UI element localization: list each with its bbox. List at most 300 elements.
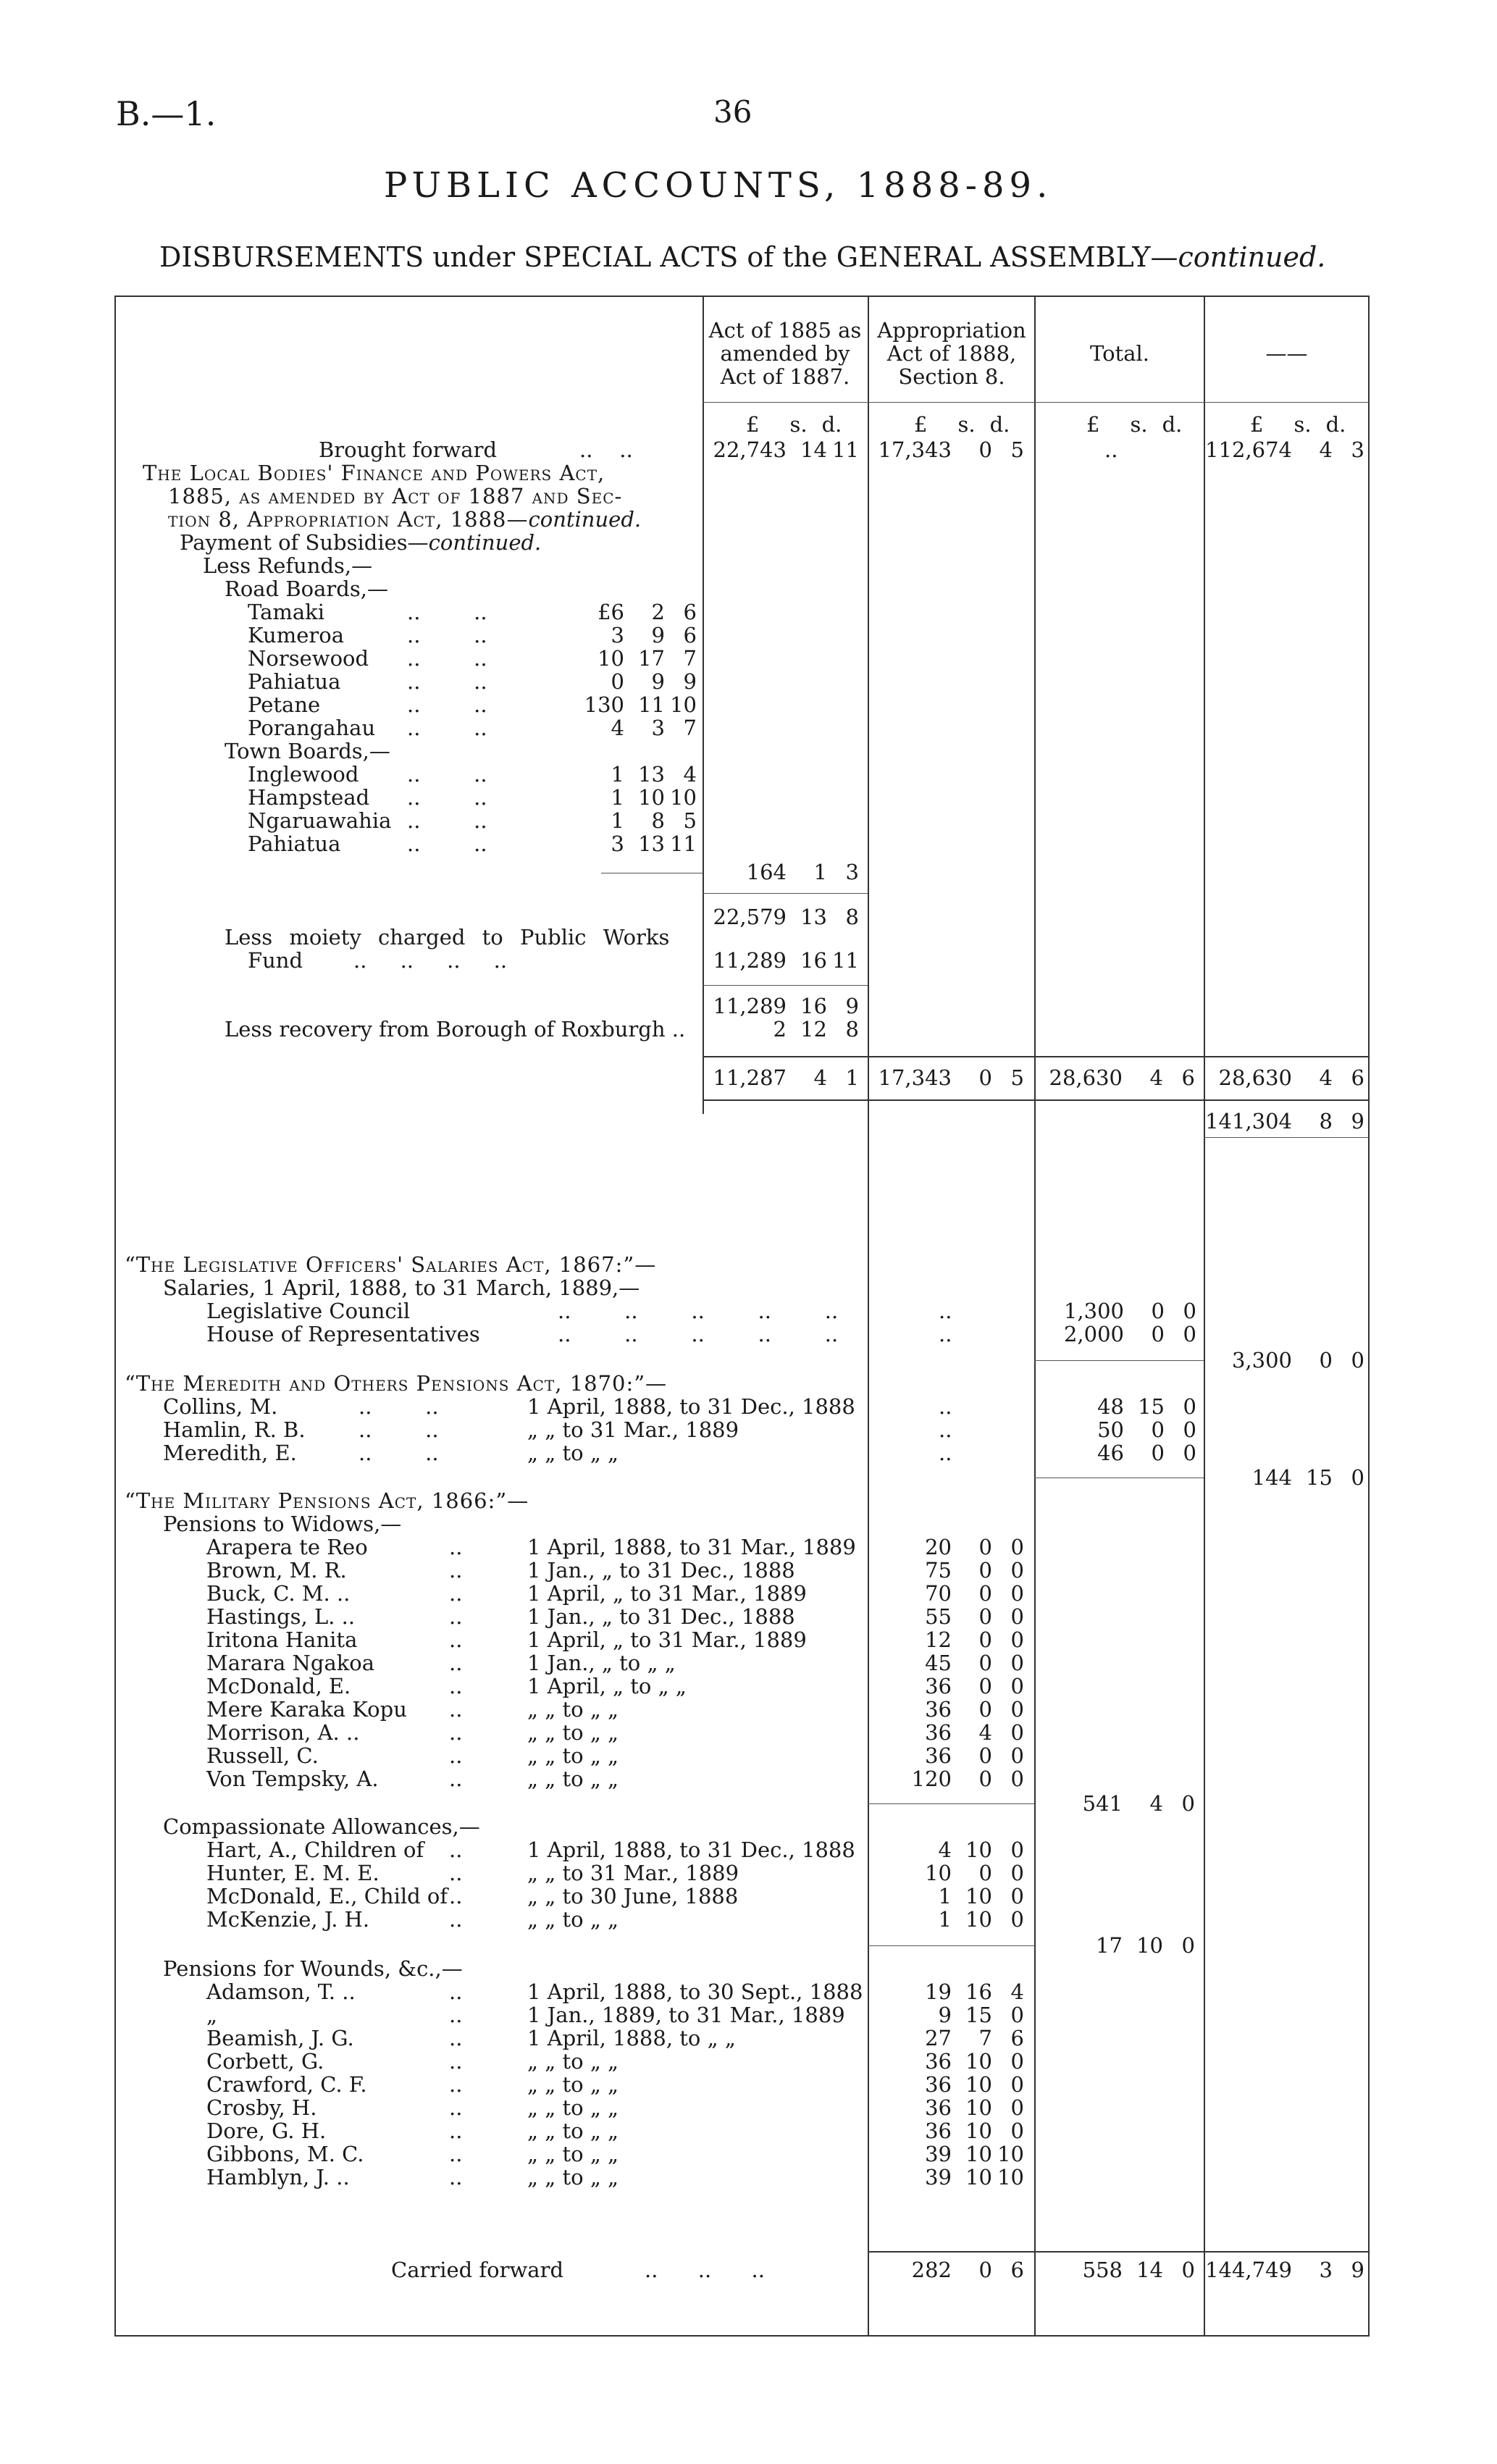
wounds-amount-s: 16: [965, 1979, 992, 2004]
compassionate-amount-s: 10: [965, 1837, 992, 1862]
final-col2-s: 0: [978, 1065, 992, 1090]
compassionate-total-l: 17: [1096, 1933, 1123, 1958]
sum-col4-d: 9: [1351, 1109, 1364, 1133]
carried-col2-s: 0: [978, 2258, 992, 2282]
leader-dots: .. ..: [407, 669, 487, 694]
town-board-amount-l: 1: [611, 785, 624, 810]
widow-period: „ „ to „ „: [527, 1743, 619, 1768]
wounds-period: „ „ to „ „: [527, 2165, 619, 2189]
leader-dots: ..: [449, 1861, 463, 1885]
wounds-name: Crawford, C. F.: [206, 2072, 367, 2097]
widow-amount-d: 0: [1010, 1535, 1024, 1559]
town-boards-head: Town Boards,—: [225, 739, 390, 763]
widow-amount-s: 0: [978, 1535, 992, 1559]
road-board-amount-d: 7: [683, 716, 697, 740]
town-board-name: Inglewood: [248, 762, 359, 787]
legislative-item-amount-l: 1,300: [1063, 1299, 1124, 1323]
carried-forward-dots: .. .. ..: [645, 2258, 765, 2282]
widow-period: „ „ to „ „: [527, 1767, 619, 1791]
moiety-amount-d: 11: [832, 948, 859, 973]
bf-col1-l: 22,743: [713, 437, 787, 462]
sum-col4-s: 8: [1319, 1109, 1333, 1133]
meredith-item-amount-d: 0: [1183, 1394, 1196, 1419]
leader-dots: ..: [449, 1581, 463, 1606]
pound-sign: £: [1250, 412, 1264, 437]
local-bodies-act-line: The Local Bodies' Finance and Powers Act,: [143, 461, 605, 485]
wounds-amount-l: 36: [925, 2072, 952, 2097]
widow-name: Mere Karaka Kopu: [206, 1697, 407, 1722]
subtitle-continued: continued.: [1178, 241, 1326, 273]
wounds-amount-l: 39: [925, 2142, 952, 2166]
legislative-item-amount-s: 0: [1151, 1299, 1165, 1323]
bf-col2-s: 0: [978, 437, 992, 462]
widow-amount-l: 55: [925, 1604, 952, 1629]
shilling-sign: s.: [957, 412, 976, 437]
road-board-name: Norsewood: [248, 646, 369, 671]
road-board-name: Kumeroa: [248, 623, 344, 648]
widow-name: Buck, C. M. ..: [206, 1581, 351, 1606]
meredith-item-amount-d: 0: [1183, 1417, 1196, 1442]
widow-period: „ „ to „ „: [527, 1697, 619, 1722]
road-board-name: Porangahau: [248, 716, 376, 740]
legislative-total-l: 3,300: [1231, 1348, 1292, 1373]
bf-col3: ..: [1104, 437, 1118, 462]
payment-subsidies: [180, 531, 541, 554]
wounds-period: „ „ to „ „: [527, 2119, 619, 2143]
meredith-act-title: “The Meredith and Others Pensions Act, 1870:”—: [125, 1371, 668, 1396]
leader-dots: ..: [449, 2095, 463, 2120]
widow-amount-d: 0: [1010, 1604, 1024, 1629]
widow-amount-s: 0: [978, 1558, 992, 1583]
page-ref: B.—1.: [116, 94, 217, 133]
act-continued: continued.: [528, 507, 642, 532]
wounds-period: 1 Jan., 1889, to 31 Mar., 1889: [527, 2003, 845, 2027]
widow-amount-d: 0: [1010, 1558, 1024, 1583]
wounds-name: Corbett, G.: [206, 2049, 324, 2074]
road-board-amount-l: 10: [597, 646, 624, 671]
wounds-amount-s: 10: [965, 2165, 992, 2189]
widow-amount-d: 0: [1010, 1651, 1024, 1675]
leader-dots: ..: [449, 2119, 463, 2143]
leader-dots: .. ..: [407, 808, 487, 833]
leader-dots: ..: [449, 1535, 463, 1559]
col4-lsd: [1250, 413, 1366, 436]
leader-dots: .. ..: [358, 1394, 439, 1419]
refund-total-s: 1: [813, 860, 827, 884]
leader-dots: .. ..: [407, 623, 487, 648]
pound-sign: £: [746, 412, 760, 437]
header-bottom-rule: [703, 402, 1369, 403]
leader-dots: .. ..: [358, 1441, 439, 1465]
meredith-item-name: Hamlin, R. B.: [163, 1417, 306, 1442]
meredith-item-amount-l: 50: [1097, 1417, 1124, 1442]
col2-dots: ..: [939, 1299, 952, 1323]
final-col1-s: 4: [813, 1065, 827, 1090]
carried-forward-label: Carried forward: [391, 2258, 564, 2282]
leader-dots: ..: [449, 1627, 463, 1652]
leader-dots: ..: [449, 1720, 463, 1745]
pence-sign: d.: [989, 412, 1010, 437]
compassionate-name: McDonald, E., Child of: [206, 1884, 448, 1908]
leader-dots: .. ..: [358, 1417, 439, 1442]
compassionate-amount-l: 10: [925, 1861, 952, 1885]
col1-lsd: [746, 413, 862, 436]
legislative-item-amount-l: 2,000: [1063, 1322, 1124, 1346]
road-board-amount-d: 10: [670, 692, 697, 717]
meredith-item-amount-s: 0: [1151, 1441, 1165, 1465]
wounds-amount-l: 36: [925, 2119, 952, 2143]
widow-amount-l: 70: [925, 1581, 952, 1606]
legislative-item-name: Legislative Council: [206, 1299, 411, 1323]
pence-sign: d.: [821, 412, 842, 437]
road-board-amount-s: 11: [638, 692, 665, 717]
col2-header-line: Act of 1888,: [886, 341, 1017, 366]
meredith-total-l: 144: [1251, 1465, 1292, 1490]
wounds-amount-d: 0: [1010, 2049, 1024, 2074]
carried-col3-s: 14: [1136, 2258, 1163, 2282]
wounds-name: „: [206, 2003, 218, 2027]
wounds-period: „ „ to „ „: [527, 2072, 619, 2097]
col3-lsd: [1086, 413, 1202, 436]
page-subtitle: [159, 241, 1325, 273]
meredith-item-amount-s: 0: [1151, 1417, 1165, 1442]
meredith-item-amount-s: 15: [1138, 1394, 1165, 1419]
bf-col2-d: 5: [1010, 437, 1024, 462]
wounds-amount-s: 10: [965, 2142, 992, 2166]
wounds-amount-l: 36: [925, 2095, 952, 2120]
widow-period: 1 Jan., „ to 31 Dec., 1888: [527, 1558, 795, 1583]
widow-amount-d: 0: [1010, 1743, 1024, 1768]
leader-dots: .. .. .. .. ..: [558, 1299, 839, 1323]
leader-dots: ..: [449, 1604, 463, 1629]
final-col3-s: 4: [1149, 1065, 1163, 1090]
widow-amount-l: 36: [925, 1697, 952, 1722]
roxburgh-amount-d: 8: [845, 1017, 859, 1042]
road-board-name: Petane: [248, 692, 321, 717]
compassionate-total-s: 10: [1136, 1933, 1163, 1958]
legislative-item-name: House of Representatives: [206, 1322, 480, 1346]
refund-total-l: 164: [746, 860, 787, 884]
col1-subtotal-rule: [703, 893, 868, 894]
widow-name: Arapera te Reo: [206, 1535, 368, 1559]
leader-dots: ..: [449, 1979, 463, 2004]
wounds-amount-s: 7: [978, 2026, 992, 2050]
roxburgh-line: Less recovery from Borough of Roxburgh ..: [225, 1017, 686, 1042]
col1-left-rule: [703, 296, 704, 1114]
leader-dots: .. ..: [407, 692, 487, 717]
widow-amount-l: 45: [925, 1651, 952, 1675]
bf-col2-l: 17,343: [878, 437, 952, 462]
payment-continued: continued.: [428, 530, 542, 555]
widow-period: 1 Jan., „ to „ „: [527, 1651, 676, 1675]
col4-sum-rule: [1204, 1137, 1368, 1138]
col4-left-rule: [1204, 296, 1205, 2336]
widow-amount-l: 36: [925, 1720, 952, 1745]
wounds-period: „ „ to „ „: [527, 2142, 619, 2166]
widow-name: McDonald, E.: [206, 1674, 351, 1698]
road-board-amount-l: 130: [584, 692, 624, 717]
road-board-amount-s: 9: [651, 623, 665, 648]
carried-col4-l: 144,749: [1205, 2258, 1292, 2282]
compassionate-name: Hunter, E. M. E.: [206, 1861, 380, 1885]
pound-sign: £: [914, 412, 928, 437]
refund-total-d: 3: [845, 860, 859, 884]
town-board-name: Ngaruawahia: [248, 808, 392, 833]
wounds-period: 1 April, 1888, to 30 Sept., 1888: [527, 1979, 863, 2004]
widow-amount-d: 0: [1010, 1697, 1024, 1722]
final-col4-s: 4: [1319, 1065, 1333, 1090]
leader-dots: ..: [449, 1558, 463, 1583]
page-number: 36: [713, 94, 752, 130]
compassionate-amount-d: 0: [1010, 1861, 1024, 1885]
subtotal-1-d: 8: [845, 905, 859, 929]
wounds-amount-l: 27: [925, 2026, 952, 2050]
compassionate-total-d: 0: [1181, 1933, 1195, 1958]
town-board-amount-s: 13: [638, 762, 665, 787]
moiety-amount-l: 11,289: [713, 948, 787, 973]
widow-amount-s: 0: [978, 1767, 992, 1791]
compassionate-amount-s: 10: [965, 1907, 992, 1932]
road-board-amount-s: 9: [651, 669, 665, 694]
wounds-amount-d: 0: [1010, 2003, 1024, 2027]
road-board-name: Pahiatua: [248, 669, 341, 694]
wounds-name: Crosby, H.: [206, 2095, 317, 2120]
widow-amount-s: 0: [978, 1697, 992, 1722]
compassionate-period: 1 April, 1888, to 31 Dec., 1888: [527, 1837, 855, 1862]
col2-header-line: Section 8.: [898, 364, 1005, 389]
road-board-amount-s: 2: [651, 600, 665, 624]
widow-amount-s: 4: [978, 1720, 992, 1745]
leader-dots: ..: [449, 2142, 463, 2166]
final-col4-l: 28,630: [1218, 1065, 1292, 1090]
leader-dots: ..: [449, 1743, 463, 1768]
bf-col4-l: 112,674: [1205, 437, 1292, 462]
final-col3-d: 6: [1181, 1065, 1195, 1090]
pound-sign: £: [1086, 412, 1100, 437]
meredith-item-amount-l: 48: [1097, 1394, 1124, 1419]
town-board-amount-s: 8: [651, 808, 665, 833]
road-board-name: Tamaki: [248, 600, 325, 624]
widow-name: Hastings, L. ..: [206, 1604, 356, 1629]
carried-col3-l: 558: [1082, 2258, 1123, 2282]
wounds-amount-d: 10: [997, 2165, 1024, 2189]
widow-amount-l: 120: [911, 1767, 952, 1791]
roxburgh-amount-l: 2: [773, 1017, 787, 1042]
widow-period: 1 Jan., „ to 31 Dec., 1888: [527, 1604, 795, 1629]
local-bodies-act-line: 1885, as amended by Act of 1887 and Sec-: [168, 484, 623, 508]
town-board-amount-l: 1: [611, 808, 624, 833]
compassionate-period: „ „ to 31 Mar., 1889: [527, 1861, 739, 1885]
meredith-item-name: Collins, M.: [163, 1394, 278, 1419]
town-board-amount-s: 10: [638, 785, 665, 810]
col2-header: [869, 319, 1034, 388]
moiety-line1: Less moiety charged to Public Works: [225, 925, 670, 950]
wounds-amount-s: 10: [965, 2119, 992, 2143]
leader-dots: .. ..: [407, 785, 487, 810]
widow-amount-l: 75: [925, 1558, 952, 1583]
compassionate-amount-s: 10: [965, 1884, 992, 1908]
compassionate-amount-l: 1: [938, 1907, 952, 1932]
widow-amount-l: 36: [925, 1674, 952, 1698]
wounds-name: Gibbons, M. C.: [206, 2142, 364, 2166]
leader-dots: ..: [449, 2072, 463, 2097]
town-board-name: Hampstead: [248, 785, 370, 810]
town-board-amount-s: 13: [638, 831, 665, 856]
widow-name: Brown, M. R.: [206, 1558, 347, 1583]
military-act-title: “The Military Pensions Act, 1866:”—: [125, 1488, 529, 1513]
meredith-item-period: 1 April, 1888, to 31 Dec., 1888: [527, 1394, 855, 1419]
wounds-period: „ „ to „ „: [527, 2049, 619, 2074]
bf-col1-s: 14: [800, 437, 827, 462]
carried-col4-s: 3: [1319, 2258, 1333, 2282]
carried-rule: [868, 2251, 1369, 2253]
leader-dots: .. ..: [407, 646, 487, 671]
act-line-text: tion 8, Appropriation Act, 1888—: [168, 507, 529, 532]
subtotal-2-l: 11,289: [713, 994, 787, 1018]
legislative-item-amount-d: 0: [1183, 1299, 1196, 1323]
legislative-salaries-line: Salaries, 1 April, 1888, to 31 March, 1889,—: [163, 1275, 640, 1300]
town-board-amount-l: 3: [611, 831, 624, 856]
final-col3-l: 28,630: [1049, 1065, 1123, 1090]
town-board-amount-d: 5: [683, 808, 697, 833]
final-col2-d: 5: [1010, 1065, 1024, 1090]
col2-dots: ..: [939, 1417, 952, 1442]
pence-sign: d.: [1162, 412, 1183, 437]
wounds-amount-d: 0: [1010, 2095, 1024, 2120]
widow-amount-d: 0: [1010, 1674, 1024, 1698]
shilling-sign: s.: [789, 412, 808, 437]
wounds-amount-l: 19: [925, 1979, 952, 2004]
subtotal-2-d: 9: [845, 994, 859, 1018]
legislative-act-title: “The Legislative Officers' Salaries Act, 1867:”—: [125, 1252, 657, 1277]
moiety-line2: Fund .. .. .. ..: [248, 948, 508, 973]
wounds-amount-d: 4: [1010, 1979, 1024, 2004]
road-board-amount-l: 0: [611, 669, 624, 694]
widow-name: Russell, C.: [206, 1743, 319, 1768]
page-title: PUBLIC ACCOUNTS, 1888-89.: [384, 165, 1053, 206]
compassionate-head: Compassionate Allowances,—: [163, 1814, 480, 1839]
widow-name: Morrison, A. ..: [206, 1720, 360, 1745]
road-board-amount-d: 7: [683, 646, 697, 671]
subtotal-2-s: 16: [800, 994, 827, 1018]
widow-amount-s: 0: [978, 1604, 992, 1629]
leader-dots: ..: [449, 1674, 463, 1698]
col1-subtotal-rule: [703, 985, 868, 986]
subtotal-1-l: 22,579: [713, 905, 787, 929]
wounds-amount-d: 10: [997, 2142, 1024, 2166]
widow-amount-s: 0: [978, 1651, 992, 1675]
col1-header-line: amended by: [720, 341, 850, 366]
meredith-item-amount-l: 46: [1097, 1441, 1124, 1465]
town-board-name: Pahiatua: [248, 831, 341, 856]
widow-period: 1 April, „ to „ „: [527, 1674, 687, 1698]
moiety-fund: Fund: [248, 948, 303, 973]
wounds-name: Dore, G. H.: [206, 2119, 327, 2143]
carried-col2-d: 6: [1010, 2258, 1024, 2282]
town-board-amount-d: 10: [670, 785, 697, 810]
subtitle-main: DISBURSEMENTS under SPECIAL ACTS of the GENERAL ASSEMBLY—: [159, 241, 1178, 273]
table-right-border: [1368, 296, 1370, 2336]
legislative-total-s: 0: [1319, 1348, 1333, 1373]
leader-dots: .. .. .. .. ..: [558, 1322, 839, 1346]
widows-total-s: 4: [1149, 1791, 1163, 1816]
wounds-amount-d: 0: [1010, 2072, 1024, 2097]
road-board-amount-l: 4: [611, 716, 624, 740]
final-col1-l: 11,287: [713, 1065, 787, 1090]
widow-amount-l: 12: [925, 1627, 952, 1652]
wounds-amount-s: 10: [965, 2049, 992, 2074]
col2-header-line: Appropriation: [877, 318, 1026, 343]
wounds-amount-s: 15: [965, 2003, 992, 2027]
compassionate-amount-l: 1: [938, 1884, 952, 1908]
leader-dots: .. ..: [407, 762, 487, 787]
widow-amount-d: 0: [1010, 1767, 1024, 1791]
col3-header: Total.: [1090, 341, 1149, 366]
wounds-amount-s: 10: [965, 2072, 992, 2097]
meredith-item-name: Meredith, E.: [163, 1441, 297, 1465]
compassionate-amount-d: 0: [1010, 1837, 1024, 1862]
wounds-period: 1 April, 1888, to „ „: [527, 2026, 736, 2050]
road-board-amount-l: 3: [611, 623, 624, 648]
road-board-amount-s: 17: [638, 646, 665, 671]
col1-header-line: Act of 1887.: [720, 364, 850, 389]
compassionate-amount-l: 4: [938, 1837, 952, 1862]
shilling-sign: s.: [1130, 412, 1148, 437]
bf-col1-d: 11: [832, 437, 859, 462]
widow-amount-s: 0: [978, 1674, 992, 1698]
table-left-border: [114, 296, 116, 2336]
brought-forward-dots: .. ..: [579, 437, 633, 462]
section1-total-rule: [703, 1056, 1369, 1057]
meredith-total-d: 0: [1351, 1465, 1364, 1490]
widow-amount-l: 20: [925, 1535, 952, 1559]
sum-col4-l: 141,304: [1205, 1109, 1292, 1133]
road-board-amount-d: 6: [683, 600, 697, 624]
shilling-sign: s.: [1293, 412, 1312, 437]
leader-dots: ..: [449, 1907, 463, 1932]
col2-dots: ..: [939, 1394, 952, 1419]
col2-lsd: [914, 413, 1030, 436]
widow-name: Iritona Hanita: [206, 1627, 358, 1652]
carried-col2-l: 282: [911, 2258, 952, 2282]
col2-dots: ..: [939, 1441, 952, 1465]
widow-name: Von Tempsky, A.: [206, 1767, 379, 1791]
widows-total-d: 0: [1181, 1791, 1195, 1816]
bf-col4-s: 4: [1319, 437, 1333, 462]
meredith-total-s: 15: [1306, 1465, 1333, 1490]
widow-amount-s: 0: [978, 1743, 992, 1768]
compassionate-period: „ „ to 30 June, 1888: [527, 1884, 739, 1908]
local-bodies-act-line: [168, 508, 641, 531]
wounds-amount-d: 0: [1010, 2119, 1024, 2143]
leader-dots: ..: [449, 1884, 463, 1908]
carried-col4-d: 9: [1351, 2258, 1364, 2282]
road-board-amount-d: 9: [683, 669, 697, 694]
compassionate-amount-s: 0: [978, 1861, 992, 1885]
legislative-total-d: 0: [1351, 1348, 1364, 1373]
col2-dots: ..: [939, 1322, 952, 1346]
leader-dots: ..: [449, 1651, 463, 1675]
wounds-amount-s: 10: [965, 2095, 992, 2120]
moiety-amount-s: 16: [800, 948, 827, 973]
widow-period: „ „ to „ „: [527, 1720, 619, 1745]
compassionate-period: „ „ to „ „: [527, 1907, 619, 1932]
leader-dots: ..: [449, 1697, 463, 1722]
widow-amount-d: 0: [1010, 1581, 1024, 1606]
wounds-amount-l: 9: [938, 2003, 952, 2027]
col1-header-line: Act of 1885 as: [708, 318, 862, 343]
town-board-amount-l: 1: [611, 762, 624, 787]
